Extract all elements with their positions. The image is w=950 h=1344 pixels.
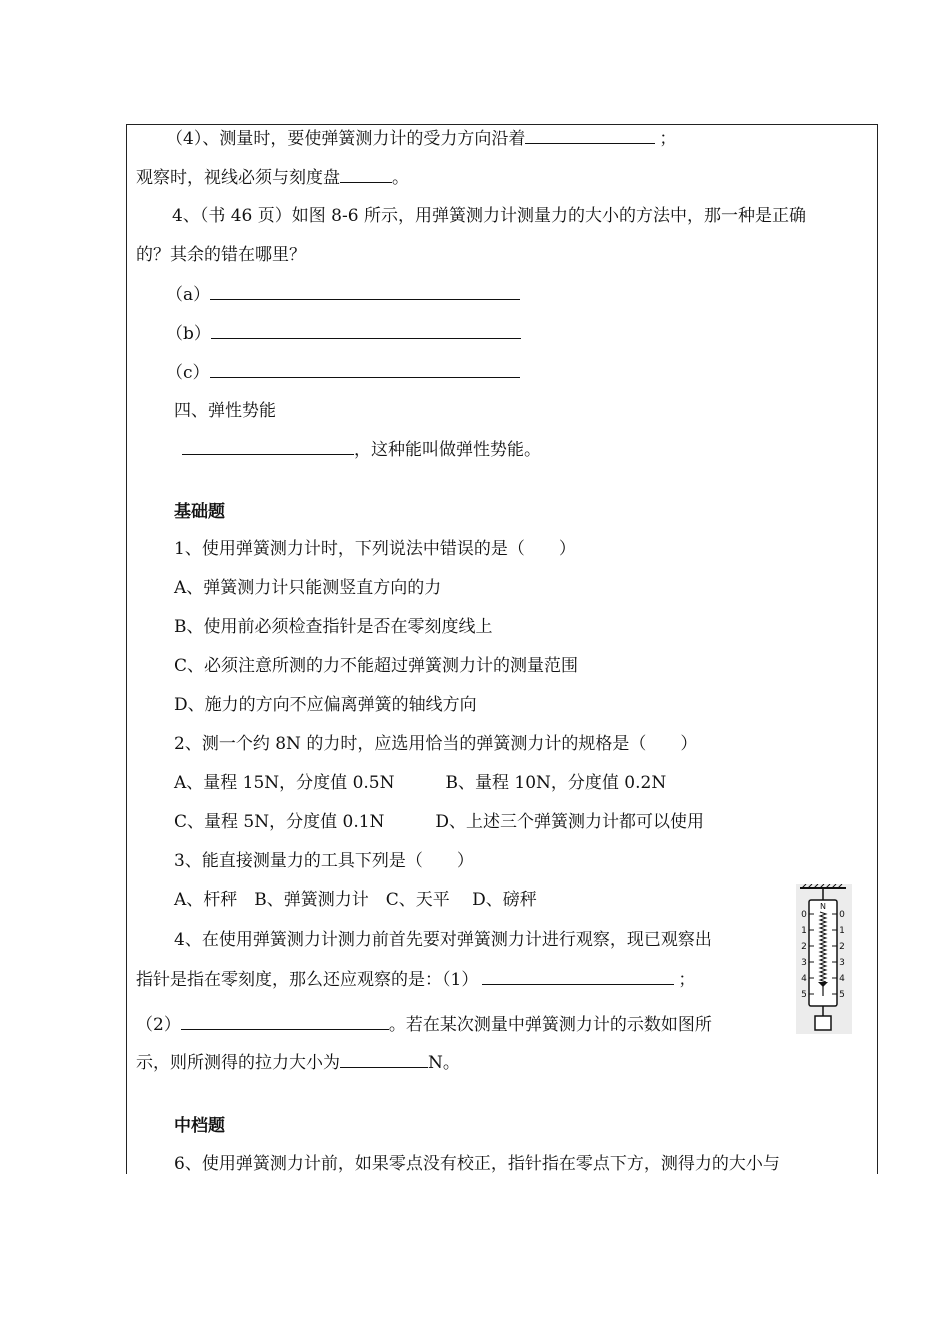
- scale-number-left: 1: [801, 926, 807, 936]
- answer-blank[interactable]: [182, 437, 354, 455]
- spring-scale-figure: [796, 884, 852, 1034]
- answer-blank-1[interactable]: [482, 967, 674, 985]
- question-4-line-4: [136, 1050, 460, 1075]
- scale-number-left: 0: [801, 910, 807, 920]
- option-c-label: （c）: [166, 363, 210, 383]
- scale-number-left: 5: [801, 990, 807, 1000]
- scale-number-left: 3: [801, 958, 807, 968]
- question-4-line-2: [136, 967, 695, 992]
- question-text: （4）、测量时，要使弹簧测力计的受力方向沿着: [166, 129, 526, 149]
- scale-number-right: 2: [839, 942, 845, 952]
- question-4-line-3: [136, 1012, 712, 1037]
- question-text: 指针是指在零刻度，那么还应观察的是：（1）: [136, 970, 479, 990]
- question-2-options-ab: A、量程 15N，分度值 0.5N B、量程 10N，分度值 0.2N: [174, 773, 667, 793]
- scale-number-right: 3: [839, 958, 845, 968]
- option-a-label: （a）: [166, 285, 211, 305]
- answer-blank-a[interactable]: [210, 282, 520, 300]
- question-1: 1、使用弹簧测力计时，下列说法中错误的是（ ）: [174, 539, 576, 559]
- option-a-line: [166, 282, 520, 307]
- option-c-line: [166, 360, 520, 385]
- scale-number-left: 2: [801, 942, 807, 952]
- question-4-text-cont: 的？其余的错在哪里？: [136, 245, 306, 265]
- intermediate-section-title: 中档题: [174, 1116, 225, 1136]
- answer-blank-force[interactable]: [340, 1050, 428, 1068]
- question-text: 观察时，视线必须与刻度盘: [136, 168, 340, 188]
- option-b-label: （b）: [166, 324, 211, 344]
- weight-block: [815, 1016, 831, 1030]
- punctuation: ；: [659, 129, 677, 149]
- answer-blank-c[interactable]: [210, 360, 520, 378]
- question-1-option-c: C、必须注意所测的力不能超过弹簧测力计的测量范围: [174, 656, 579, 676]
- question-2: 2、测一个约 8N 的力时，应选用恰当的弹簧测力计的规格是（ ）: [174, 734, 698, 754]
- question-4-line-1: 4、在使用弹簧测力计测力前首先要对弹簧测力计进行观察，现已观察出: [174, 930, 712, 950]
- question-1-option-b: B、使用前必须检查指针是否在零刻度线上: [174, 617, 493, 637]
- punctuation: ；: [678, 970, 696, 990]
- text-line: [166, 126, 676, 151]
- question-text: 。若在某次测量中弹簧测力计的示数如图所: [388, 1015, 712, 1035]
- punctuation: 。: [392, 168, 409, 188]
- question-4-text: 4、（书 46 页）如图 8-6 所示，用弹簧测力计测量力的大小的方法中，那一种是正确: [172, 206, 806, 226]
- text-line: [182, 437, 541, 462]
- answer-blank[interactable]: [340, 165, 392, 183]
- basic-section-title: 基础题: [174, 502, 225, 522]
- scale-number-left: 4: [801, 974, 807, 984]
- blank-number: （2）: [136, 1015, 181, 1035]
- scale-number-right: 1: [839, 926, 845, 936]
- question-3-options: A、杆秤 B、弹簧测力计 C、天平 D、磅秤: [174, 890, 537, 910]
- question-2-options-cd: C、量程 5N，分度值 0.1N D、上述三个弹簧测力计都可以使用: [174, 812, 705, 832]
- unit-text: N。: [428, 1053, 460, 1073]
- question-6: 6、使用弹簧测力计前，如果零点没有校正，指针指在零点下方，测得力的大小与: [174, 1154, 780, 1174]
- definition-text: ，这种能叫做弹性势能。: [354, 440, 541, 460]
- answer-blank-2[interactable]: [181, 1012, 389, 1030]
- section-heading: 四、弹性势能: [174, 401, 276, 421]
- answer-blank[interactable]: [525, 126, 655, 144]
- question-text: 示，则所测得的拉力大小为: [136, 1053, 340, 1073]
- scale-number-right: 5: [839, 990, 845, 1000]
- question-1-option-a: A、弹簧测力计只能测竖直方向的力: [174, 578, 442, 598]
- option-b-line: [166, 321, 521, 346]
- question-3: 3、能直接测量力的工具下列是（ ）: [174, 851, 474, 871]
- question-1-option-d: D、施力的方向不应偏离弹簧的轴线方向: [174, 695, 477, 715]
- answer-blank-b[interactable]: [211, 321, 521, 339]
- text-line: [136, 165, 409, 190]
- scale-number-right: 4: [839, 974, 845, 984]
- scale-number-right: 0: [839, 910, 845, 920]
- unit-label: N: [820, 902, 826, 911]
